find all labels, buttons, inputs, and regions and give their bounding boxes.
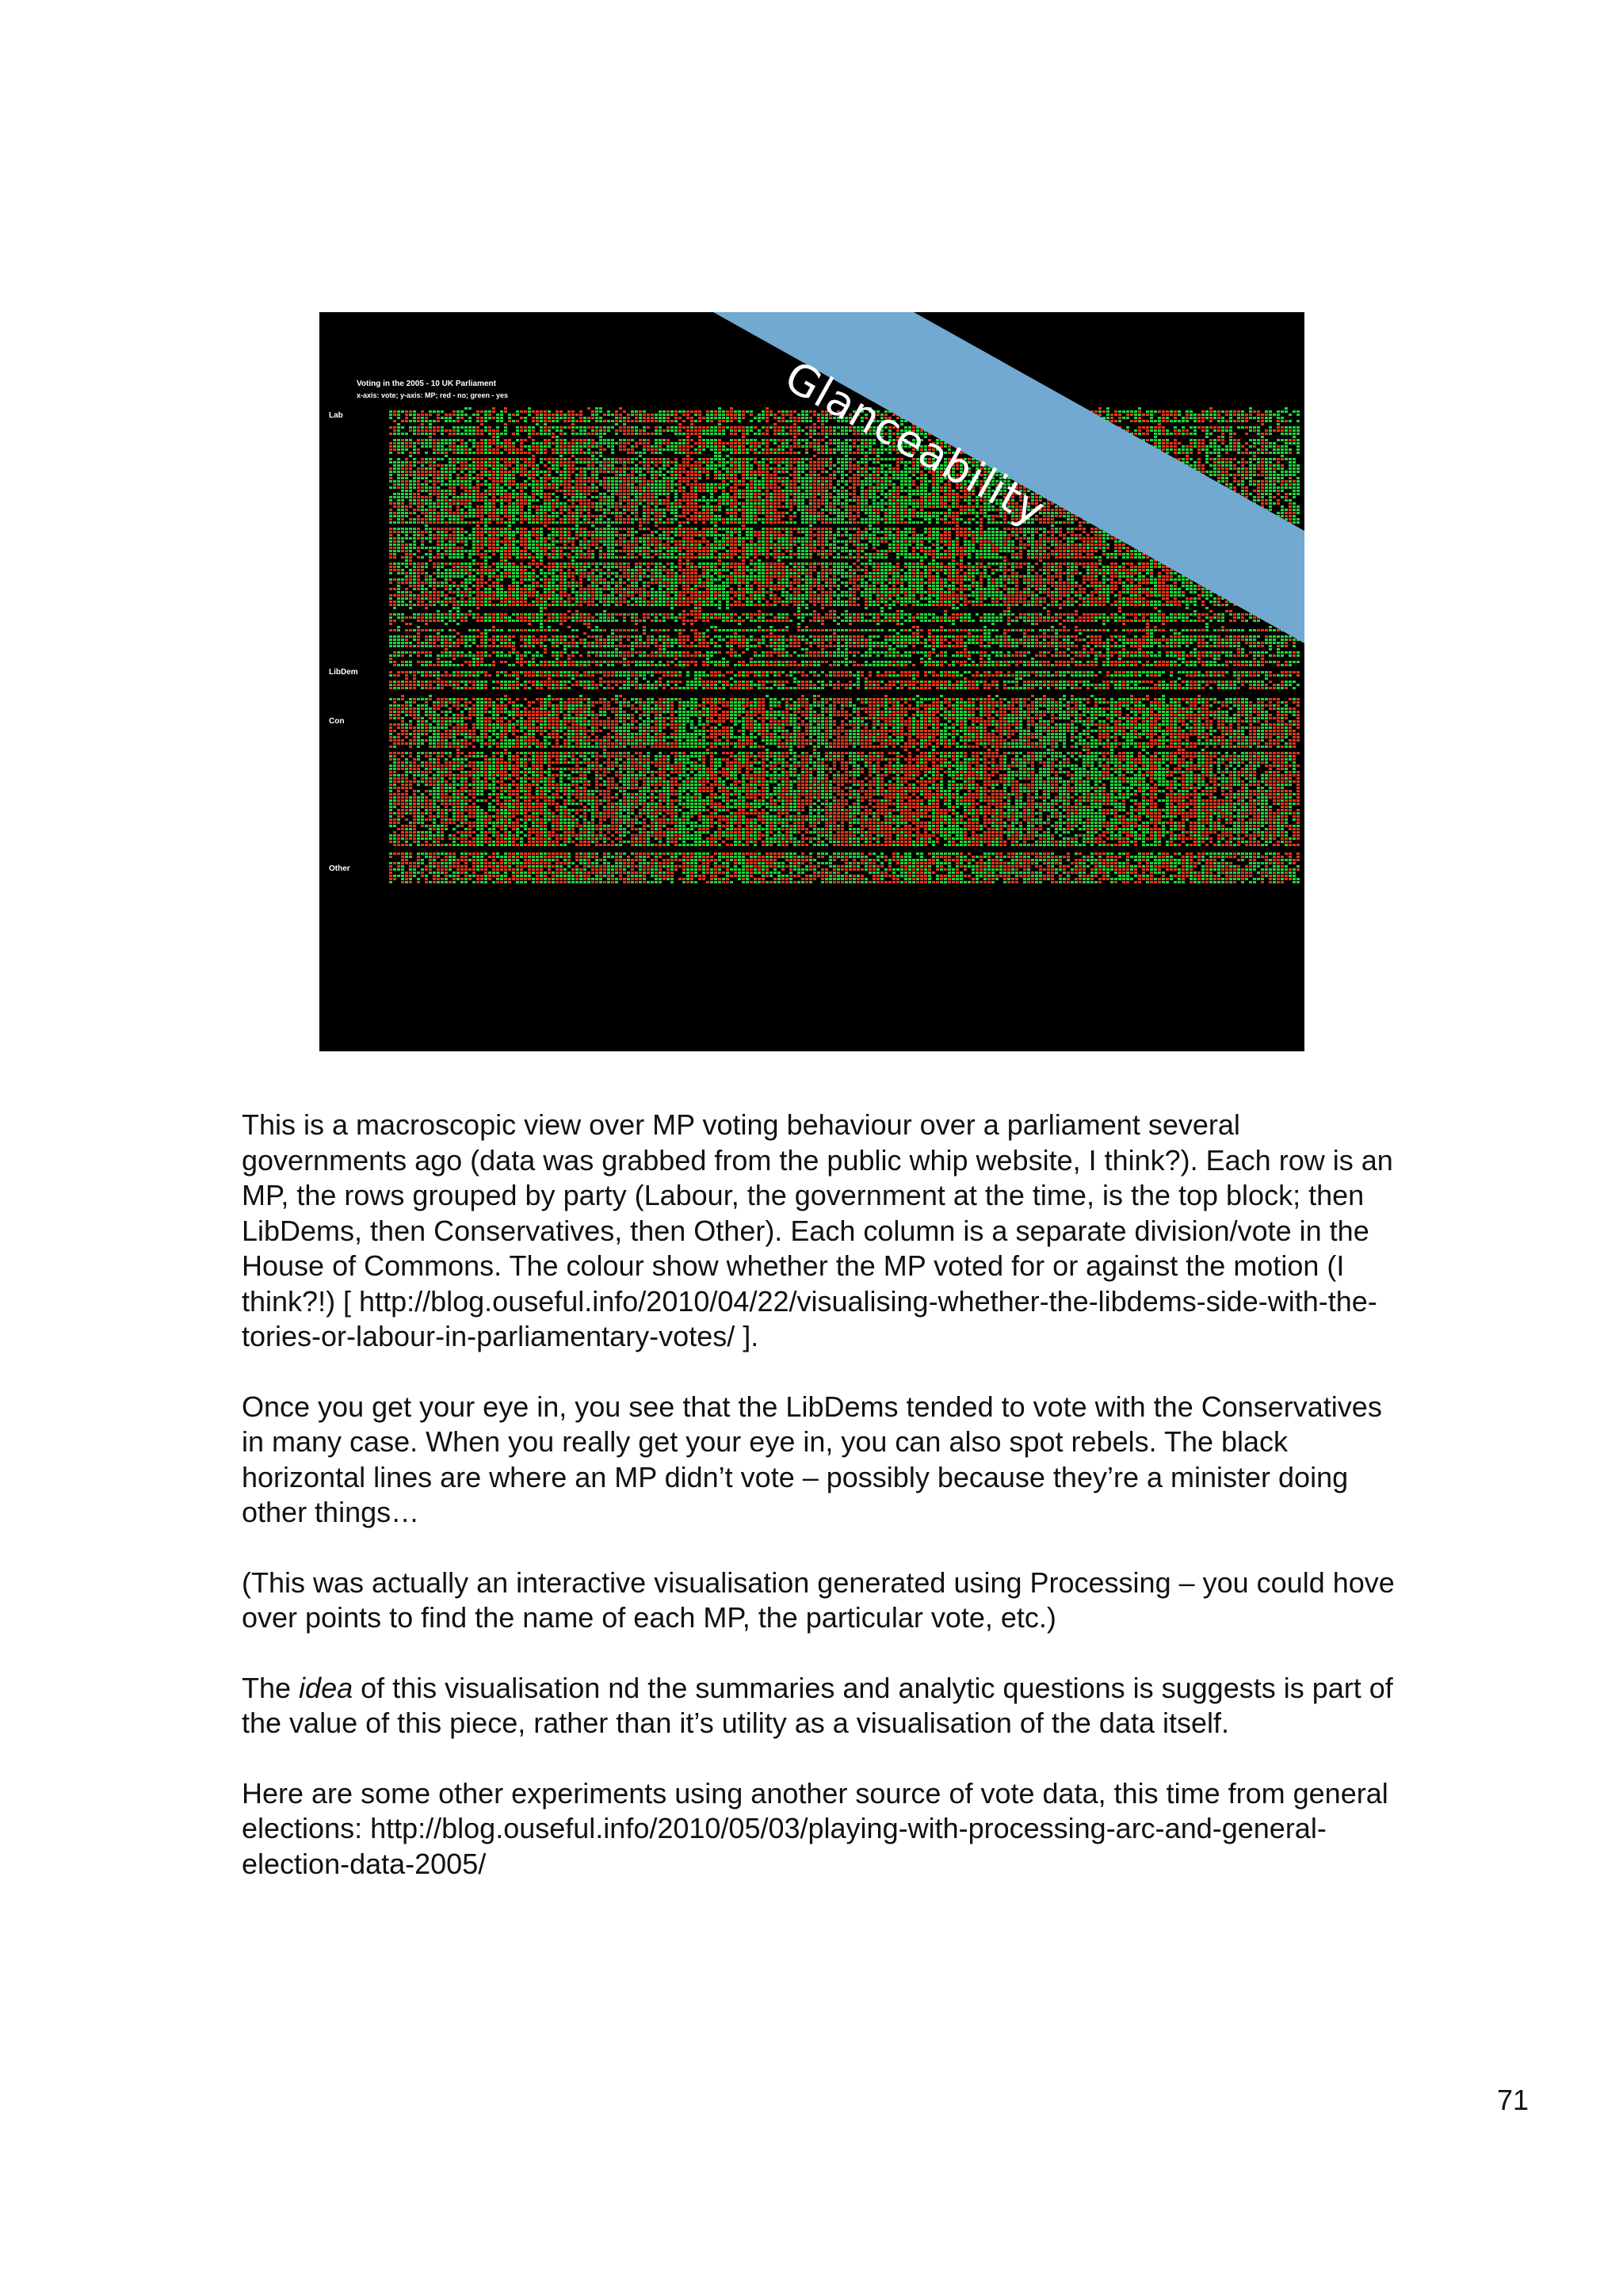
notes-paragraph: Once you get your eye in, you see that the LibDems tended to vote with the Conservatives in many case. When you really get your eye in, you can also spot rebels. The black horizontal lines are where an MP didn’t vote – possibly because they’re a minister doing other things… — [242, 1390, 1399, 1531]
notes-paragraph: (This was actually an interactive visualisation generated using Processing – you could hove over points to find the name of each MP, the particular vote, etc.) — [242, 1566, 1399, 1636]
page-number: 71 — [1497, 2084, 1529, 2117]
party-label-other: Other — [329, 864, 350, 873]
notes-emphasis: idea — [299, 1672, 353, 1704]
vote-heatmap — [319, 312, 1304, 1051]
party-label-libdem: LibDem — [329, 668, 358, 677]
glanceability-banner-text: Glanceability — [777, 351, 1054, 536]
notes-body — [242, 1108, 1399, 1917]
slide-title: Voting in the 2005 - 10 UK Parliament — [357, 379, 496, 388]
slide-subtitle: x-axis: vote; y-axis: MP; red - no; green - yes — [357, 391, 508, 399]
notes-paragraph: This is a macroscopic view over MP voting behaviour over a parliament several governments ago (data was grabbed from the public whip website, I think?). Each row is an MP, the rows grouped by party (Labour, the government at the time, is the top block; then LibDems, then Conservatives, then Other). Each column is a separate division/vote in the House of Commons. The colour show whether the MP voted for or against the motion (I think?!) [ http://blog.ouseful.info/2010/04/22/visualising-whether-the-libdems-side-with-the-tories-or-labour-in-parliamentary-votes/ ]. — [242, 1108, 1399, 1355]
notes-paragraph: Here are some other experiments using another source of vote data, this time from general elections: http://blog.ouseful.info/2010/05/03/playing-with-processing-arc-and-general-election-data-2005/ — [242, 1776, 1399, 1882]
notes-text: The — [242, 1672, 299, 1704]
notes-text: of this visualisation nd the summaries and analytic questions is suggests is part of the value of this piece, rather than it’s utility as a visualisation of the data itself. — [242, 1672, 1393, 1740]
party-label-con: Con — [329, 717, 344, 726]
party-label-lab: Lab — [329, 411, 343, 420]
slide-image — [319, 312, 1304, 1051]
notes-paragraph — [242, 1671, 1399, 1741]
